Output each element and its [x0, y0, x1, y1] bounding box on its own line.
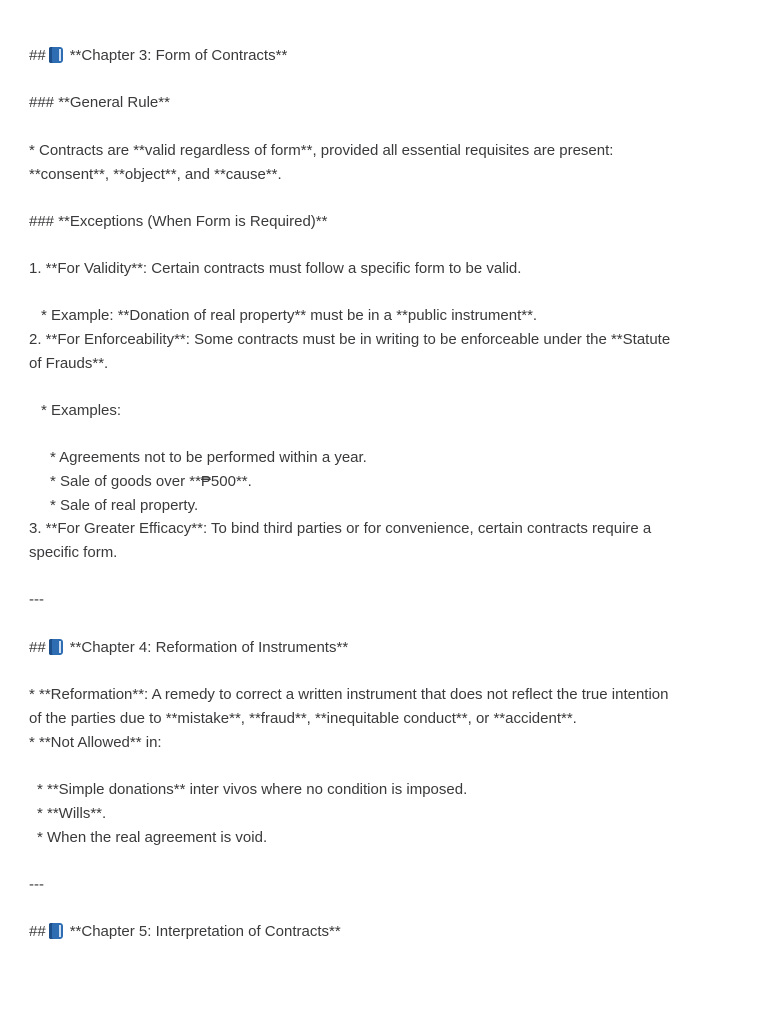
blue-book-icon	[49, 47, 63, 63]
list-item: * Sale of goods over **₱500**.	[50, 473, 252, 490]
reformation-definition-line-2: of the parties due to **mistake**, **fraud**, **inequitable conduct**, or **accident**.	[29, 710, 577, 727]
chapter-4-heading	[29, 638, 348, 658]
exception-item-efficacy-line-2: specific form.	[29, 544, 118, 561]
section-divider: ---	[29, 876, 44, 893]
list-item: * Sale of real property.	[50, 497, 199, 514]
list-item: * **Simple donations** inter vivos where no condition is imposed.	[37, 781, 468, 798]
exception-item-enforceability-line-2: of Frauds**.	[29, 355, 109, 372]
blue-book-icon	[49, 923, 63, 939]
blue-book-icon	[49, 639, 63, 655]
list-item: * Agreements not to be performed within a year.	[50, 449, 367, 466]
heading-prefix: ##	[29, 47, 46, 64]
chapter-4-title: **Chapter 4: Reformation of Instruments**	[69, 639, 349, 656]
list-item: * **Wills**.	[37, 805, 107, 822]
exception-item-efficacy-line-1: 3. **For Greater Efficacy**: To bind third parties or for convenience, certain contracts require a	[29, 520, 652, 537]
exception-item-enforceability-line-1: 2. **For Enforceability**: Some contracts must be in writing to be enforceable under the **Statute	[29, 331, 671, 348]
general-rule-text-line-1: * Contracts are **valid regardless of form**, provided all essential requisites are present:	[29, 142, 614, 159]
chapter-5-title: **Chapter 5: Interpretation of Contracts**	[69, 923, 341, 940]
chapter-5-heading	[29, 922, 341, 942]
list-item: * When the real agreement is void.	[37, 829, 268, 846]
chapter-3-heading	[29, 46, 287, 66]
exceptions-heading: ### **Exceptions (When Form is Required)**	[29, 213, 328, 230]
reformation-definition-line-1: * **Reformation**: A remedy to correct a written instrument that does not reflect the true intention	[29, 686, 669, 703]
exception-item-validity: 1. **For Validity**: Certain contracts must follow a specific form to be valid.	[29, 260, 522, 277]
exception-validity-example: * Example: **Donation of real property** must be in a **public instrument**.	[41, 307, 538, 324]
general-rule-heading: ### **General Rule**	[29, 94, 170, 111]
chapter-3-title: **Chapter 3: Form of Contracts**	[69, 47, 288, 64]
heading-prefix: ##	[29, 923, 46, 940]
enforceability-examples-label: * Examples:	[41, 402, 122, 419]
section-divider: ---	[29, 591, 44, 608]
general-rule-text-line-2: **consent**, **object**, and **cause**.	[29, 166, 282, 183]
heading-prefix: ##	[29, 639, 46, 656]
not-allowed-label: * **Not Allowed** in:	[29, 734, 162, 751]
